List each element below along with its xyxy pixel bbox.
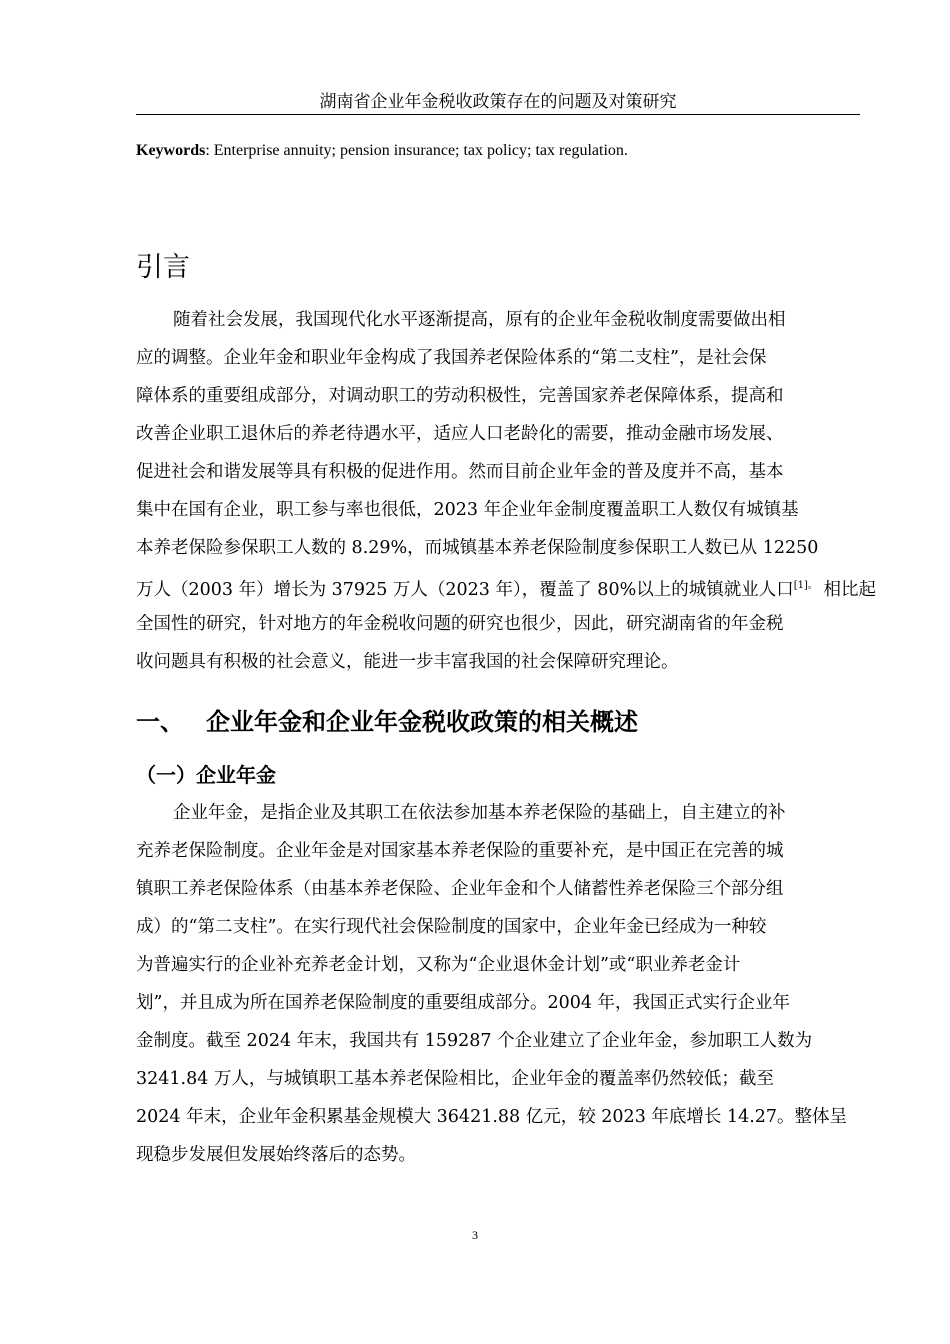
paragraph-line-with-citation [136, 567, 876, 605]
paragraph-line: 企业年金，是指企业及其职工在依法参加基本养老保险的基础上，自主建立的补 [173, 803, 786, 823]
paragraph-line: 集中在国有企业，职工参与率也很低，2023 年企业年金制度覆盖职工人数仅有城镇基 [136, 500, 799, 520]
paragraph-line: 划”，并且成为所在国养老保险制度的重要组成部分。2004 年，我国正式实行企业年 [136, 993, 791, 1013]
section-title: 企业年金和企业年金税收政策的相关概述 [206, 708, 638, 736]
paragraph-line: 2024 年末，企业年金积累基金规模大 36421.88 亿元，较 2023 年底增长 14.27。整体呈 [136, 1107, 848, 1127]
running-header: 湖南省企业年金税收政策存在的问题及对策研究 [136, 90, 860, 115]
paragraph-line: 促进社会和谐发展等具有积极的促进作用。然而目前企业年金的普及度并不高，基本 [136, 462, 784, 482]
paragraph-line: 全国性的研究，针对地方的年金税收问题的研究也很少，因此，研究湖南省的年金税 [136, 614, 784, 634]
paragraph-line: 改善企业职工退休后的养老待遇水平，适应人口老龄化的需要，推动金融市场发展、 [136, 424, 784, 444]
intro-heading: 引言 [136, 252, 190, 283]
paragraph-line: 应的调整。企业年金和职业年金构成了我国养老保险体系的“第二支柱”，是社会保 [136, 348, 767, 368]
intro-paragraph [136, 301, 876, 681]
paragraph-line: 随着社会发展，我国现代化水平逐渐提高，原有的企业年金税收制度需要做出相 [173, 310, 786, 330]
paragraph-line: 充养老保险制度。企业年金是对国家基本养老保险的重要补充，是中国正在完善的城 [136, 841, 784, 861]
paragraph-line: 障体系的重要组成部分，对调动职工的劳动积极性，完善国家养老保障体系，提高和 [136, 386, 784, 406]
section-heading [136, 702, 638, 742]
keywords-label: Keywords [136, 142, 206, 159]
paragraph-line: 为普遍实行的企业补充养老金计划，又称为“企业退休金计划”或“职业养老金计 [136, 955, 741, 975]
paragraph-line-text: 万人（2003 年）增长为 37925 万人（2023 年），覆盖了 80%以上的城镇就业人口 [136, 580, 794, 600]
paragraph-line: 金制度。截至 2024 年末，我国共有 159287 个企业建立了企业年金，参加职工人数为 [136, 1031, 813, 1051]
paragraph-line: 成）的“第二支柱”。在实行现代社会保险制度的国家中，企业年金已经成为一种较 [136, 917, 767, 937]
keywords-line [136, 140, 860, 162]
subsection-heading: （一）企业年金 [136, 763, 276, 787]
paragraph-line-tail: 相比起 [823, 580, 876, 600]
paragraph-line: 现稳步发展但发展始终落后的态势。 [136, 1145, 416, 1165]
keywords-text: : Enterprise annuity; pension insurance; tax policy; tax regulation. [205, 142, 628, 159]
annuity-paragraph [136, 794, 860, 1174]
paragraph-line: 镇职工养老保险体系（由基本养老保险、企业年金和个人储蓄性养老保险三个部分组 [136, 879, 784, 899]
section-number: 一、 [136, 708, 184, 736]
paragraph-line: 3241.84 万人，与城镇职工基本养老保险相比，企业年金的覆盖率仍然较低；截至 [136, 1069, 774, 1089]
paragraph-line: 本养老保险参保职工人数的 8.29%，而城镇基本养老保险制度参保职工人数已从 12250 [136, 538, 819, 558]
paragraph-line: 收问题具有积极的社会意义，能进一步丰富我国的社会保障研究理论。 [136, 652, 679, 672]
citation-ref: [1]。 [793, 580, 818, 591]
page-number: 3 [472, 1228, 478, 1242]
